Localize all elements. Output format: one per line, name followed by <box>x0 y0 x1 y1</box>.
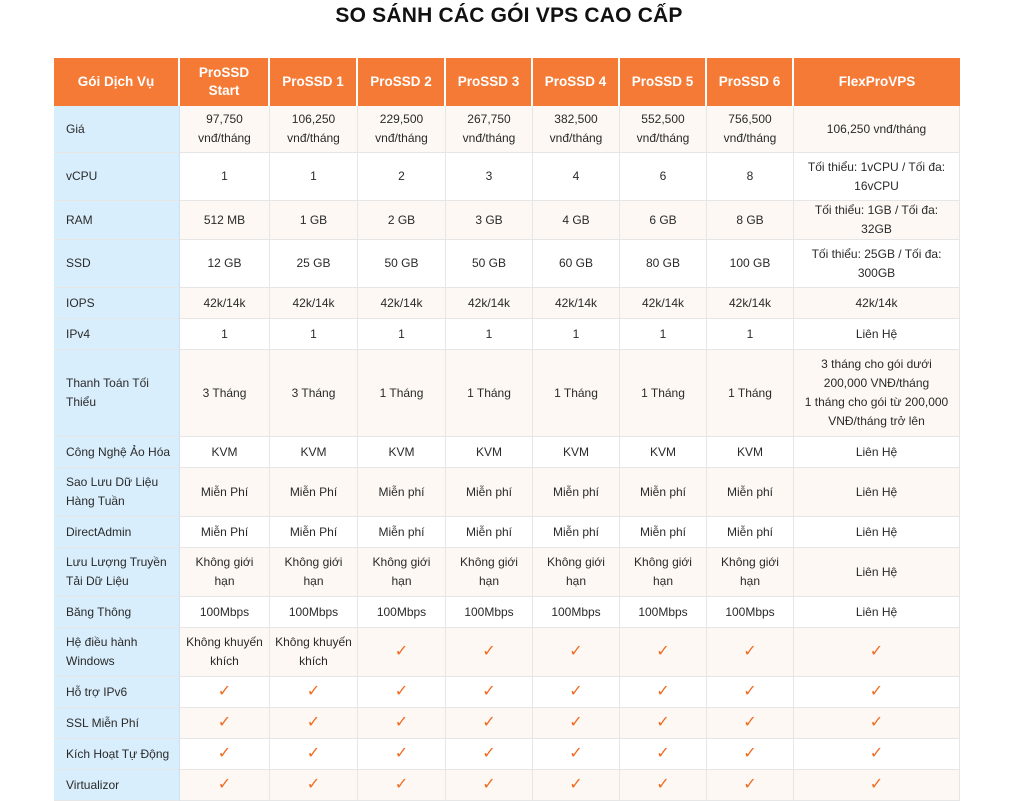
check-icon: ✓ <box>869 745 884 762</box>
plan-header-prossd-3: ProSSD 3 <box>446 58 533 106</box>
table-cell: 42k/14k <box>270 288 358 319</box>
table-row <box>54 106 960 153</box>
check-icon: ✓ <box>394 776 409 793</box>
table-cell <box>180 708 270 739</box>
check-icon: ✓ <box>656 714 670 731</box>
table-cell: 267,750 vnđ/tháng <box>446 106 533 153</box>
check-icon: ✓ <box>869 683 884 700</box>
row-label: Hệ điều hành Windows <box>54 628 180 677</box>
table-cell: 100Mbps <box>707 597 794 628</box>
table-cell: 1 <box>446 319 533 350</box>
table-cell: 100Mbps <box>446 597 533 628</box>
table-row <box>54 319 960 350</box>
table-cell: 100Mbps <box>180 597 270 628</box>
row-label: SSD <box>54 240 180 288</box>
row-label: Lưu Lượng Truyền Tải Dữ Liệu <box>54 548 180 597</box>
table-cell: 1 <box>620 319 707 350</box>
table-cell: 100Mbps <box>358 597 446 628</box>
table-cell <box>794 677 960 708</box>
table-cell: KVM <box>707 437 794 468</box>
row-label: Kích Hoạt Tự Động <box>54 739 180 770</box>
plan-header-prossd-1: ProSSD 1 <box>270 58 358 106</box>
row-label: SSL Miễn Phí <box>54 708 180 739</box>
table-cell <box>794 770 960 801</box>
table-cell: 1 <box>533 319 620 350</box>
table-cell: 1 GB <box>270 201 358 240</box>
row-label: vCPU <box>54 153 180 201</box>
table-cell: Miễn phí <box>707 468 794 517</box>
table-cell: 1 <box>180 153 270 201</box>
check-icon: ✓ <box>569 745 583 762</box>
table-cell: Miễn phí <box>620 517 707 548</box>
table-cell <box>270 708 358 739</box>
table-cell: 8 GB <box>707 201 794 240</box>
row-label: Giá <box>54 106 180 153</box>
table-cell <box>270 739 358 770</box>
vps-comparison-table <box>54 58 960 801</box>
row-label: IPv4 <box>54 319 180 350</box>
check-icon: ✓ <box>217 714 232 731</box>
table-cell: 1 <box>270 153 358 201</box>
table-cell: 4 GB <box>533 201 620 240</box>
table-cell <box>533 628 620 677</box>
table-cell: 50 GB <box>358 240 446 288</box>
check-icon: ✓ <box>656 683 670 700</box>
row-label: Thanh Toán Tối Thiểu <box>54 350 180 437</box>
table-cell <box>180 739 270 770</box>
check-icon: ✓ <box>217 683 232 700</box>
plan-header-prossd-4: ProSSD 4 <box>533 58 620 106</box>
table-cell: 6 <box>620 153 707 201</box>
table-cell: 1 Tháng <box>446 350 533 437</box>
table-row <box>54 468 960 517</box>
table-cell: Không giới hạn <box>270 548 358 597</box>
table-cell <box>707 628 794 677</box>
table-cell: Miễn phí <box>620 468 707 517</box>
row-label: Virtualizor <box>54 770 180 801</box>
table-cell: Tối thiểu: 1vCPU / Tối đa: 16vCPU <box>794 153 960 201</box>
table-cell <box>707 708 794 739</box>
table-cell: 60 GB <box>533 240 620 288</box>
table-cell <box>358 770 446 801</box>
row-label: IOPS <box>54 288 180 319</box>
table-cell: Không giới hạn <box>533 548 620 597</box>
table-cell: Miễn Phí <box>270 517 358 548</box>
check-icon: ✓ <box>217 776 232 793</box>
header-row <box>54 58 960 106</box>
check-icon: ✓ <box>569 714 583 731</box>
table-cell <box>270 677 358 708</box>
table-cell: Miễn Phí <box>270 468 358 517</box>
table-cell: 512 MB <box>180 201 270 240</box>
table-cell <box>533 739 620 770</box>
table-cell: 100Mbps <box>533 597 620 628</box>
table-cell: 80 GB <box>620 240 707 288</box>
table-row <box>54 677 960 708</box>
table-cell: Liên Hệ <box>794 597 960 628</box>
table-row <box>54 153 960 201</box>
table-cell: 42k/14k <box>533 288 620 319</box>
table-row <box>54 597 960 628</box>
table-cell <box>358 677 446 708</box>
plan-header-prossd-5: ProSSD 5 <box>620 58 707 106</box>
check-icon: ✓ <box>656 776 670 793</box>
table-cell: 12 GB <box>180 240 270 288</box>
table-cell: KVM <box>270 437 358 468</box>
table-cell: 42k/14k <box>707 288 794 319</box>
table-cell: Không giới hạn <box>180 548 270 597</box>
plan-header-prossd-2: ProSSD 2 <box>358 58 446 106</box>
table-cell <box>533 708 620 739</box>
table-cell: 229,500 vnđ/tháng <box>358 106 446 153</box>
check-icon: ✓ <box>482 714 496 731</box>
plan-header-flexprovps: FlexProVPS <box>794 58 960 106</box>
table-cell <box>446 770 533 801</box>
table-cell: 106,250 vnđ/tháng <box>270 106 358 153</box>
check-icon: ✓ <box>656 745 670 762</box>
row-label: Công Nghệ Ảo Hóa <box>54 437 180 468</box>
table-cell <box>620 708 707 739</box>
check-icon: ✓ <box>569 643 583 660</box>
table-cell: 1 <box>358 319 446 350</box>
table-cell <box>620 628 707 677</box>
check-icon: ✓ <box>306 776 321 793</box>
table-row <box>54 739 960 770</box>
table-cell: Miễn Phí <box>180 468 270 517</box>
table-cell <box>180 770 270 801</box>
check-icon: ✓ <box>306 745 321 762</box>
table-cell: 2 <box>358 153 446 201</box>
table-cell <box>533 677 620 708</box>
table-cell: 42k/14k <box>358 288 446 319</box>
table-cell: Miễn phí <box>446 517 533 548</box>
table-cell <box>446 628 533 677</box>
table-cell: 97,750 vnđ/tháng <box>180 106 270 153</box>
table-cell: 42k/14k <box>620 288 707 319</box>
table-row <box>54 628 960 677</box>
table-row <box>54 770 960 801</box>
table-cell: Tối thiểu: 25GB / Tối đa: 300GB <box>794 240 960 288</box>
check-icon: ✓ <box>869 714 884 731</box>
check-icon: ✓ <box>743 776 757 793</box>
table-cell: KVM <box>620 437 707 468</box>
check-icon: ✓ <box>306 714 321 731</box>
table-cell: Không giới hạn <box>620 548 707 597</box>
table-cell: 3 Tháng <box>180 350 270 437</box>
table-cell: Liên Hệ <box>794 319 960 350</box>
table-cell: 3 Tháng <box>270 350 358 437</box>
table-cell: 4 <box>533 153 620 201</box>
check-icon: ✓ <box>869 643 884 660</box>
check-icon: ✓ <box>569 776 583 793</box>
table-cell: 1 Tháng <box>620 350 707 437</box>
check-icon: ✓ <box>656 643 670 660</box>
table-row <box>54 437 960 468</box>
table-cell: 25 GB <box>270 240 358 288</box>
table-row <box>54 548 960 597</box>
check-icon: ✓ <box>743 714 757 731</box>
table-cell: KVM <box>358 437 446 468</box>
service-header: Gói Dịch Vụ <box>54 58 180 106</box>
table-cell: 552,500 vnđ/tháng <box>620 106 707 153</box>
table-cell <box>446 708 533 739</box>
table-cell: 3 tháng cho gói dưới 200,000 VNĐ/tháng 1 tháng cho gói từ 200,000 VNĐ/tháng trở lên <box>794 350 960 437</box>
row-label: Hỗ trợ IPv6 <box>54 677 180 708</box>
table-cell: Liên Hệ <box>794 437 960 468</box>
check-icon: ✓ <box>217 745 232 762</box>
table-cell: Không khuyến khích <box>180 628 270 677</box>
table-cell <box>794 739 960 770</box>
table-cell <box>270 770 358 801</box>
row-label: DirectAdmin <box>54 517 180 548</box>
check-icon: ✓ <box>482 745 496 762</box>
table-cell: 100 GB <box>707 240 794 288</box>
table-cell: Liên Hệ <box>794 548 960 597</box>
table-cell: Miễn phí <box>358 468 446 517</box>
table-cell: Liên Hệ <box>794 468 960 517</box>
table-cell <box>446 739 533 770</box>
table-row <box>54 708 960 739</box>
table-row <box>54 517 960 548</box>
table-cell: 1 Tháng <box>707 350 794 437</box>
table-cell <box>446 677 533 708</box>
table-cell: Miễn phí <box>533 468 620 517</box>
table-cell <box>358 708 446 739</box>
table-cell: 1 <box>270 319 358 350</box>
table-cell: Không giới hạn <box>707 548 794 597</box>
table-cell: 3 GB <box>446 201 533 240</box>
table-cell <box>180 677 270 708</box>
table-cell: KVM <box>446 437 533 468</box>
check-icon: ✓ <box>743 745 757 762</box>
table-cell: 756,500 vnđ/tháng <box>707 106 794 153</box>
table-row <box>54 240 960 288</box>
table-cell: 100Mbps <box>270 597 358 628</box>
table-cell: 1 Tháng <box>358 350 446 437</box>
check-icon: ✓ <box>482 683 496 700</box>
table-cell: Miễn phí <box>707 517 794 548</box>
table-cell: Không khuyến khích <box>270 628 358 677</box>
page-title: SO SÁNH CÁC GÓI VPS CAO CẤP <box>335 4 683 27</box>
check-icon: ✓ <box>569 683 583 700</box>
table-cell: 3 <box>446 153 533 201</box>
table-cell <box>620 739 707 770</box>
table-cell: 100Mbps <box>620 597 707 628</box>
table-cell: Miễn phí <box>446 468 533 517</box>
table-cell: 106,250 vnđ/tháng <box>794 106 960 153</box>
check-icon: ✓ <box>482 776 496 793</box>
table-cell <box>707 739 794 770</box>
table-cell: 1 Tháng <box>533 350 620 437</box>
check-icon: ✓ <box>306 683 321 700</box>
table-cell: Không giới hạn <box>358 548 446 597</box>
plan-header-prossd-start: ProSSD Start <box>180 58 270 106</box>
row-label: Sao Lưu Dữ Liệu Hàng Tuần <box>54 468 180 517</box>
table-row <box>54 350 960 437</box>
table-cell: 6 GB <box>620 201 707 240</box>
table-row <box>54 288 960 319</box>
table-cell <box>533 770 620 801</box>
check-icon: ✓ <box>482 643 496 660</box>
check-icon: ✓ <box>394 643 409 660</box>
table-row <box>54 201 960 240</box>
table-cell: Liên Hệ <box>794 517 960 548</box>
table-cell: 1 <box>180 319 270 350</box>
table-cell: 382,500 vnđ/tháng <box>533 106 620 153</box>
row-label: RAM <box>54 201 180 240</box>
check-icon: ✓ <box>394 683 409 700</box>
table-cell: Miễn phí <box>358 517 446 548</box>
table-cell <box>358 628 446 677</box>
table-cell <box>707 677 794 708</box>
table-cell <box>794 708 960 739</box>
table-cell: KVM <box>533 437 620 468</box>
table-cell <box>707 770 794 801</box>
table-cell <box>358 739 446 770</box>
table-cell: Miễn Phí <box>180 517 270 548</box>
check-icon: ✓ <box>743 683 757 700</box>
check-icon: ✓ <box>869 776 884 793</box>
table-cell: 42k/14k <box>180 288 270 319</box>
table-cell <box>794 628 960 677</box>
check-icon: ✓ <box>394 714 409 731</box>
table-cell: 2 GB <box>358 201 446 240</box>
table-cell: 42k/14k <box>794 288 960 319</box>
table-cell: Không giới hạn <box>446 548 533 597</box>
table-cell: 1 <box>707 319 794 350</box>
table-cell: Miễn phí <box>533 517 620 548</box>
check-icon: ✓ <box>743 643 757 660</box>
check-icon: ✓ <box>394 745 409 762</box>
table-cell <box>620 770 707 801</box>
table-cell: 8 <box>707 153 794 201</box>
plan-header-prossd-6: ProSSD 6 <box>707 58 794 106</box>
row-label: Băng Thông <box>54 597 180 628</box>
table-cell: KVM <box>180 437 270 468</box>
table-cell: 42k/14k <box>446 288 533 319</box>
table-cell: Tối thiểu: 1GB / Tối đa: 32GB <box>794 201 960 240</box>
table-cell <box>620 677 707 708</box>
table-cell: 50 GB <box>446 240 533 288</box>
